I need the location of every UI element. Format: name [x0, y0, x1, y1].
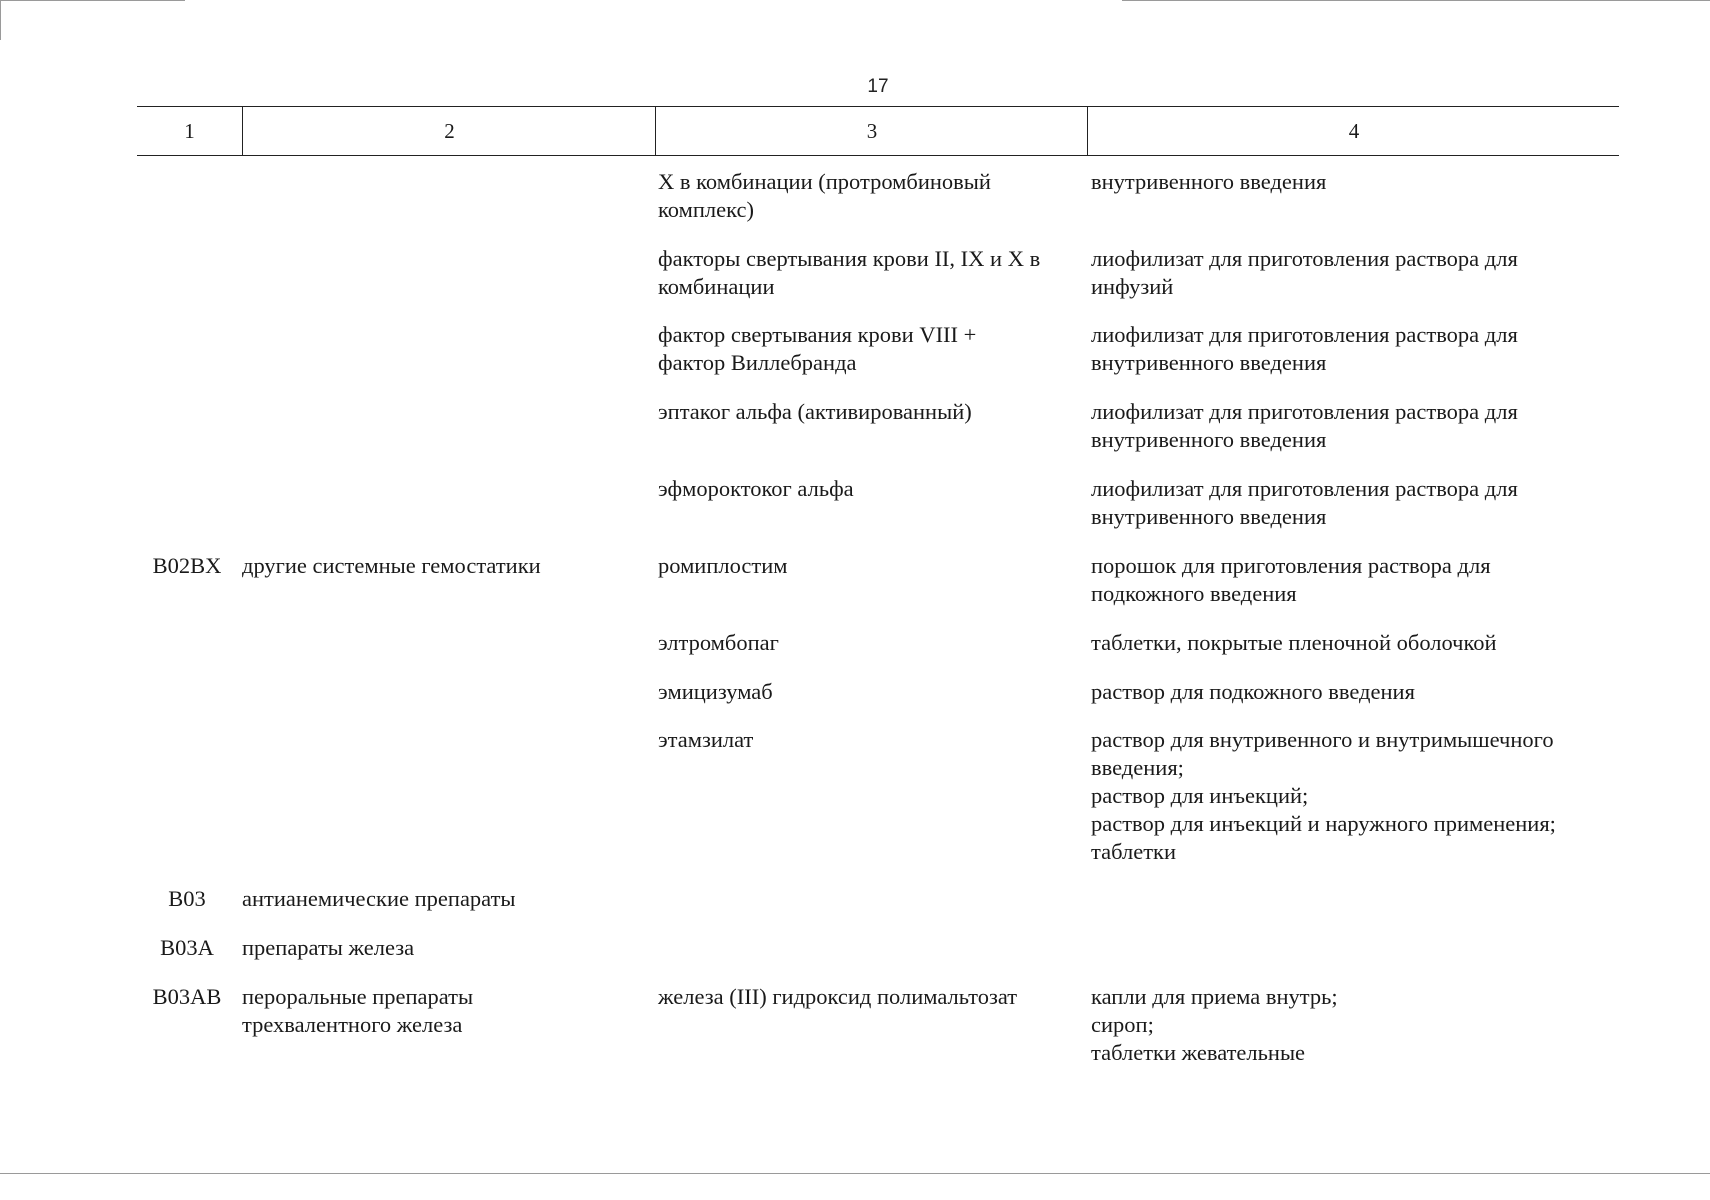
dosage-forms-cell: [1091, 726, 1611, 866]
dosage-forms-cell: [1091, 678, 1611, 706]
group-name-cell: [242, 983, 642, 1039]
header-col-4: 4: [1087, 107, 1620, 155]
dosage-forms-line: лиофилизат для приготовления раствора для: [1091, 246, 1518, 271]
dosage-forms-line: раствор для инъекций;: [1091, 783, 1309, 808]
dosage-forms-cell: [1091, 245, 1611, 301]
dosage-forms-line: введения;: [1091, 755, 1184, 780]
drug-name-line: эмицизумаб: [658, 679, 773, 704]
dosage-forms-line: лиофилизат для приготовления раствора для: [1091, 399, 1518, 424]
scan-edge-top-left: [0, 0, 185, 1]
dosage-forms-line: таблетки, покрытые пленочной оболочкой: [1091, 630, 1497, 655]
dosage-forms-line: подкожного введения: [1091, 581, 1297, 606]
dosage-forms-line: таблетки: [1091, 839, 1177, 864]
drug-name-line: комплекс): [658, 197, 754, 222]
group-name-cell: [242, 934, 642, 962]
drug-name-cell: [658, 983, 1078, 1011]
drug-name-cell: [658, 629, 1078, 657]
atc-code-cell: B03AB: [152, 984, 222, 1009]
dosage-forms-cell: [1091, 552, 1611, 608]
dosage-forms-cell: [1091, 168, 1611, 196]
dosage-forms-cell: [1091, 398, 1611, 454]
group-name-cell: [242, 552, 642, 580]
dosage-forms-line: капли для приема внутрь;: [1091, 984, 1338, 1009]
group-name-line: препараты железа: [242, 935, 415, 960]
drug-table: [137, 106, 1619, 1065]
dosage-forms-line: сироп;: [1091, 1012, 1154, 1037]
dosage-forms-line: внутривенного введения: [1091, 350, 1327, 375]
drug-name-line: эптаког альфа (активированный): [658, 399, 972, 424]
drug-name-line: эфмороктоког альфа: [658, 476, 854, 501]
drug-name-line: X в комбинации (протромбиновый: [658, 169, 991, 194]
header-col-3: 3: [655, 107, 1088, 155]
dosage-forms-line: лиофилизат для приготовления раствора для: [1091, 476, 1518, 501]
dosage-forms-line: инфузий: [1091, 274, 1174, 299]
dosage-forms-cell: [1091, 629, 1611, 657]
atc-code-cell: B02BX: [152, 553, 222, 578]
drug-name-cell: [658, 398, 1078, 426]
scan-edge-top-right: [1122, 0, 1710, 1]
scan-edge-bottom: [0, 1173, 1710, 1174]
group-name-line: трехвалентного железа: [242, 1012, 463, 1037]
group-name-line: другие системные гемостатики: [242, 553, 541, 578]
drug-name-line: комбинации: [658, 274, 775, 299]
dosage-forms-line: внутривенного введения: [1091, 504, 1327, 529]
scan-edge-left: [0, 0, 1, 40]
drug-name-cell: [658, 245, 1078, 301]
dosage-forms-line: внутривенного введения: [1091, 169, 1327, 194]
group-name-line: пероральные препараты: [242, 984, 474, 1009]
atc-code-cell: B03A: [160, 935, 214, 960]
drug-name-line: ромиплостим: [658, 553, 788, 578]
drug-name-line: фактор свертывания крови VIII +: [658, 322, 977, 347]
header-col-1: 1: [184, 119, 195, 143]
drug-name-line: элтромбопаг: [658, 630, 779, 655]
header-col-2: 2: [242, 107, 656, 155]
page-number: 17: [867, 76, 889, 97]
drug-name-cell: [658, 321, 1078, 377]
drug-name-line: фактор Виллебранда: [658, 350, 857, 375]
table-header-row: [137, 106, 1619, 156]
drug-name-line: железа (III) гидроксид полимальтозат: [658, 984, 1018, 1009]
dosage-forms-line: раствор для инъекций и наружного применения;: [1091, 811, 1556, 836]
dosage-forms-line: таблетки жевательные: [1091, 1040, 1306, 1065]
group-name-line: антианемические препараты: [242, 886, 516, 911]
atc-code-cell: B03: [168, 886, 206, 911]
dosage-forms-line: лиофилизат для приготовления раствора для: [1091, 322, 1518, 347]
dosage-forms-line: раствор для подкожного введения: [1091, 679, 1415, 704]
dosage-forms-line: порошок для приготовления раствора для: [1091, 553, 1491, 578]
drug-name-cell: [658, 168, 1078, 224]
dosage-forms-line: внутривенного введения: [1091, 427, 1327, 452]
drug-name-cell: [658, 552, 1078, 580]
group-name-cell: [242, 885, 642, 913]
drug-name-line: факторы свертывания крови II, IX и X в: [658, 246, 1041, 271]
dosage-forms-line: раствор для внутривенного и внутримышечного: [1091, 727, 1554, 752]
dosage-forms-cell: [1091, 475, 1611, 531]
drug-name-cell: [658, 475, 1078, 503]
drug-name-line: этамзилат: [658, 727, 754, 752]
dosage-forms-cell: [1091, 321, 1611, 377]
drug-name-cell: [658, 726, 1078, 754]
drug-name-cell: [658, 678, 1078, 706]
dosage-forms-cell: [1091, 983, 1611, 1067]
